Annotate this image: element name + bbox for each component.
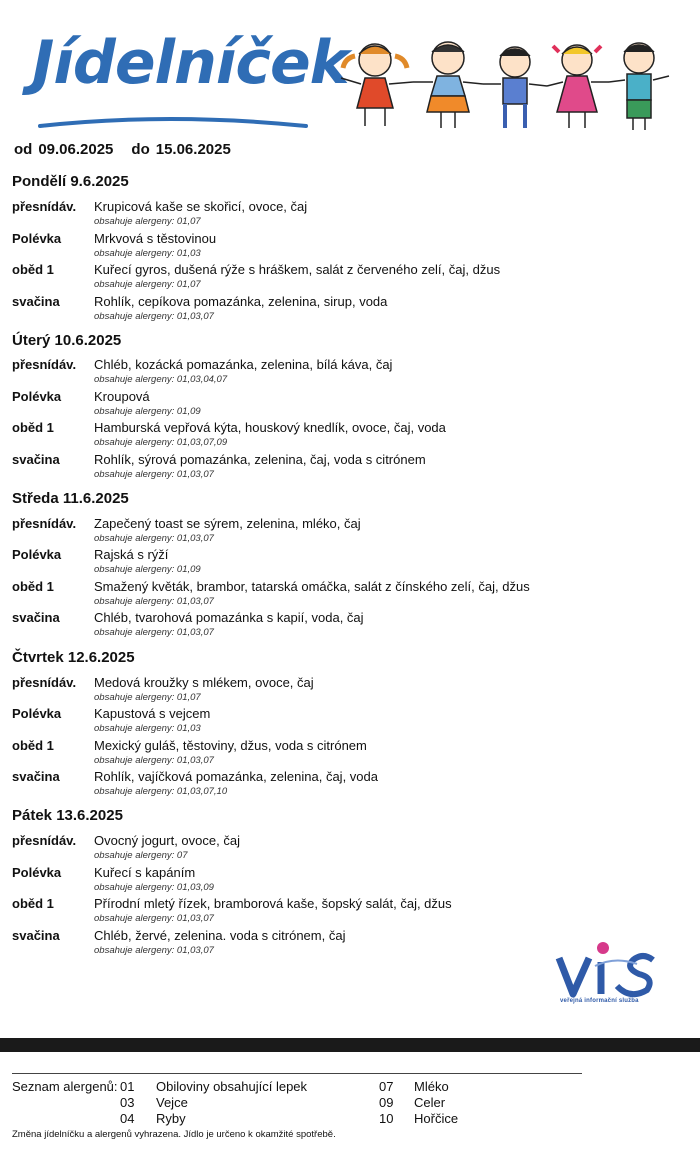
meal-label: svačina — [12, 294, 60, 309]
date-to: 15.06.2025 — [155, 141, 231, 158]
meal-allergens: obsahuje alergeny: 01,03,09 — [94, 882, 214, 893]
meal-allergens: obsahuje alergeny: 01,09 — [94, 406, 201, 417]
meal-allergens: obsahuje alergeny: 01,03,07 — [94, 627, 214, 638]
allergen-name: Hořčice — [414, 1111, 459, 1126]
allergen-name: Vejce — [156, 1095, 188, 1110]
meal-allergens: obsahuje alergeny: 01,03,07 — [94, 913, 214, 924]
allergen-code: 09 — [379, 1095, 394, 1110]
meal-allergens: obsahuje alergeny: 01,03,07 — [94, 311, 214, 322]
meal-text: Kuřecí s kapáním — [94, 865, 196, 880]
meal-allergens: obsahuje alergeny: 01,07 — [94, 692, 201, 703]
meal-label: oběd 1 — [12, 896, 54, 911]
meal-text: Medová kroužky s mlékem, ovoce, čaj — [94, 675, 314, 690]
meal-text: Kuřecí gyros, dušená rýže s hráškem, salát z červeného zelí, čaj, džus — [94, 262, 501, 277]
meal-text: Rohlík, vajíčková pomazánka, zelenina, čaj, voda — [94, 769, 378, 784]
meal-label: svačina — [12, 928, 60, 943]
children-illustration — [333, 38, 673, 134]
meal-allergens: obsahuje alergeny: 01,03,07 — [94, 596, 214, 607]
date-from-label: od — [14, 141, 33, 158]
day-title: Středa 11.6.2025 — [12, 490, 129, 507]
allergen-code: 04 — [120, 1111, 135, 1126]
meal-allergens: obsahuje alergeny: 01,03,07 — [94, 755, 214, 766]
vis-tagline: veřejná informační služba — [560, 998, 639, 1004]
black-bar — [0, 1038, 700, 1052]
meal-allergens: obsahuje alergeny: 01,03,07,09 — [94, 437, 228, 448]
header — [0, 0, 700, 140]
meal-label: Polévka — [12, 706, 62, 721]
meal-label: přesnídáv. — [12, 833, 77, 848]
meal-text: Přírodní mletý řízek, bramborová kaše, šopský salát, čaj, džus — [94, 896, 452, 911]
meal-allergens: obsahuje alergeny: 01,03 — [94, 248, 201, 259]
allergen-legend-label: Seznam alergenů: — [12, 1079, 118, 1094]
meal-text: Mrkvová s těstovinou — [94, 231, 217, 246]
meal-label: svačina — [12, 769, 60, 784]
allergen-code: 01 — [120, 1079, 135, 1094]
day-title: Čtvrtek 12.6.2025 — [12, 649, 135, 666]
allergen-name: Mléko — [414, 1079, 449, 1094]
meal-text: Chléb, tvarohová pomazánka s kapií, voda, čaj — [94, 610, 364, 625]
allergen-code: 07 — [379, 1079, 394, 1094]
meal-text: Ovocný jogurt, ovoce, čaj — [94, 833, 240, 848]
allergen-name: Celer — [414, 1095, 446, 1110]
meal-label: přesnídáv. — [12, 199, 77, 214]
meal-label: oběd 1 — [12, 420, 54, 435]
meal-allergens: obsahuje alergeny: 01,03 — [94, 723, 201, 734]
page-title: Jídelníček — [32, 28, 349, 98]
meal-label: oběd 1 — [12, 579, 54, 594]
meal-text: Hamburská vepřová kýta, houskový knedlík, ovoce, čaj, voda — [94, 420, 446, 435]
meal-allergens: obsahuje alergeny: 01,03,07 — [94, 945, 214, 956]
meal-label: Polévka — [12, 389, 62, 404]
meal-allergens: obsahuje alergeny: 01,03,07,10 — [94, 786, 228, 797]
day-title: Úterý 10.6.2025 — [12, 332, 122, 349]
footer-divider — [12, 1073, 582, 1074]
meal-allergens: obsahuje alergeny: 01,07 — [94, 279, 201, 290]
meal-allergens: obsahuje alergeny: 01,03,07 — [94, 469, 214, 480]
date-from: 09.06.2025 — [38, 141, 114, 158]
date-to-label: do — [131, 141, 150, 158]
meal-allergens: obsahuje alergeny: 01,07 — [94, 216, 201, 227]
meal-text: Rajská s rýží — [94, 547, 169, 562]
meal-allergens: obsahuje alergeny: 07 — [94, 850, 188, 861]
meal-label: přesnídáv. — [12, 516, 77, 531]
meal-label: svačina — [12, 610, 60, 625]
meal-text: Kroupová — [94, 389, 150, 404]
meal-text: Rohlík, sýrová pomazánka, zelenina, čaj, voda s citrónem — [94, 452, 426, 467]
footer-note: Změna jídelníčku a alergenů vyhrazena. Jídlo je určeno k okamžité spotřebě. — [12, 1129, 336, 1140]
title-underline — [38, 110, 310, 130]
allergen-name: Ryby — [156, 1111, 186, 1126]
meal-label: Polévka — [12, 547, 62, 562]
allergen-code: 10 — [379, 1111, 394, 1126]
allergen-name: Obiloviny obsahující lepek — [156, 1079, 308, 1094]
meal-allergens: obsahuje alergeny: 01,09 — [94, 564, 201, 575]
meal-label: svačina — [12, 452, 60, 467]
day-title: Pondělí 9.6.2025 — [12, 173, 129, 190]
meal-label: Polévka — [12, 231, 62, 246]
allergen-code: 03 — [120, 1095, 135, 1110]
meal-label: Polévka — [12, 865, 62, 880]
meal-text: Kapustová s vejcem — [94, 706, 211, 721]
meal-label: přesnídáv. — [12, 357, 77, 372]
meal-allergens: obsahuje alergeny: 01,03,07 — [94, 533, 214, 544]
meal-text: Krupicová kaše se skořicí, ovoce, čaj — [94, 199, 308, 214]
day-title: Pátek 13.6.2025 — [12, 807, 123, 824]
meal-text: Rohlík, cepíkova pomazánka, zelenina, sirup, voda — [94, 294, 388, 309]
meal-text: Zapečený toast se sýrem, zelenina, mléko, čaj — [94, 516, 361, 531]
meal-text: Mexický guláš, těstoviny, džus, voda s citrónem — [94, 738, 367, 753]
meal-label: oběd 1 — [12, 262, 54, 277]
date-range — [14, 141, 237, 158]
meal-text: Chléb, kozácká pomazánka, zelenina, bílá káva, čaj — [94, 357, 393, 372]
meal-label: přesnídáv. — [12, 675, 77, 690]
meal-allergens: obsahuje alergeny: 01,03,04,07 — [94, 374, 228, 385]
meal-text: Smažený květák, brambor, tatarská omáčka, salát z čínského zelí, čaj, džus — [94, 579, 530, 594]
meal-text: Chléb, žervé, zelenina. voda s citrónem, čaj — [94, 928, 346, 943]
meal-label: oběd 1 — [12, 738, 54, 753]
